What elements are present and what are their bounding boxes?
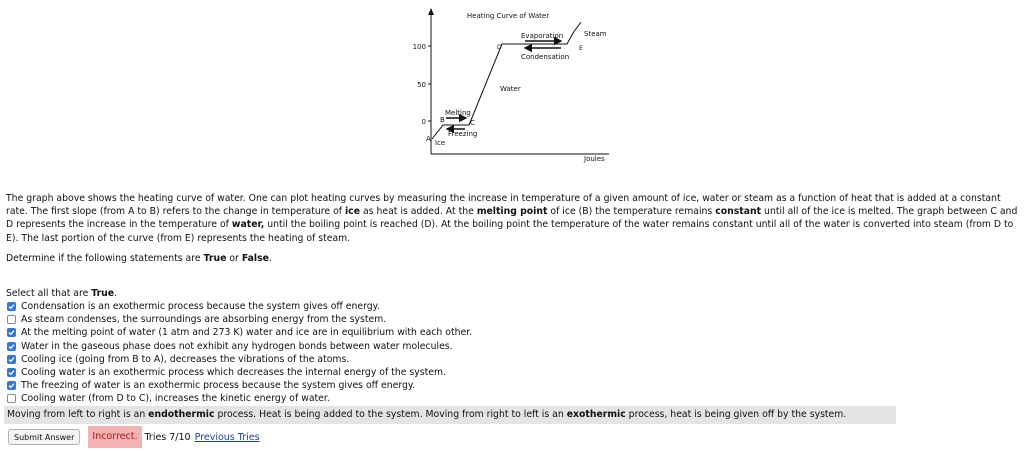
option-label: Cooling ice (going from B to A), decreases the vibrations of the atoms.	[21, 353, 350, 365]
select-all-label: Select all that are True.	[6, 288, 118, 299]
checkmark-icon	[8, 303, 15, 310]
process-label-freezing: Freezing	[448, 130, 478, 138]
option-checkbox[interactable]	[7, 342, 16, 351]
y-tick-label-100: 100	[412, 43, 426, 51]
option-label: At the melting point of water (1 atm and 273 K) water and ice are in equilibrium with each other.	[21, 327, 473, 339]
y-tick-label-0: 0	[421, 118, 426, 126]
answer-option[interactable]	[7, 366, 472, 379]
process-label-condensation: Condensation	[521, 53, 570, 61]
answer-option[interactable]	[7, 340, 472, 353]
option-checkbox[interactable]	[7, 328, 16, 337]
option-checkbox[interactable]	[7, 381, 16, 390]
checkmark-icon	[8, 356, 15, 363]
point-label-c: C	[470, 119, 475, 127]
answer-option[interactable]	[7, 353, 472, 366]
point-label-e: E	[579, 45, 583, 52]
tries-count: Tries 7/10	[144, 431, 191, 443]
point-label-b: B	[440, 116, 445, 124]
option-label: The freezing of water is an exothermic process because the system gives off energy.	[21, 380, 416, 392]
answer-option[interactable]	[7, 392, 472, 405]
point-label-d: D	[497, 44, 502, 51]
phase-label-ice: Ice	[435, 139, 446, 147]
option-label: As steam condenses, the surroundings are absorbing energy from the system.	[21, 314, 387, 326]
option-label: Cooling water (from D to C), increases the kinetic energy of water.	[21, 393, 330, 405]
y-axis-arrow-icon	[428, 8, 434, 15]
submission-bar	[8, 426, 260, 448]
phase-label-steam: Steam	[584, 30, 607, 38]
option-checkbox[interactable]	[7, 315, 16, 324]
process-label-melting: Melting	[445, 109, 471, 117]
checkmark-icon	[8, 343, 15, 350]
option-checkbox[interactable]	[7, 355, 16, 364]
checkmark-icon	[8, 382, 15, 389]
option-label: Condensation is an exothermic process because the system gives off energy.	[21, 301, 380, 313]
y-tick-label-50: 50	[417, 81, 426, 89]
x-axis-label: Joules	[584, 155, 605, 163]
option-label: Water in the gaseous phase does not exhibit any hydrogen bonds between water molecules.	[21, 340, 453, 352]
point-label-a: A	[426, 135, 431, 143]
option-checkbox[interactable]	[7, 368, 16, 377]
phase-label-water: Water	[500, 85, 521, 93]
feedback-message: Moving from left to right is an endothermic process. Heat is being added to the system. Moving from right to left is an exothermic process, heat is being given off by the system.	[4, 406, 896, 424]
submit-answer-button[interactable]: Submit Answer	[8, 429, 80, 445]
answer-option[interactable]	[7, 379, 472, 392]
answer-options-list	[7, 300, 472, 406]
option-label: Cooling water is an exothermic process which decreases the internal energy of the system.	[21, 367, 446, 379]
checkmark-icon	[8, 329, 15, 336]
previous-tries-link[interactable]: Previous Tries	[194, 431, 260, 443]
answer-option[interactable]	[7, 326, 472, 339]
process-label-evaporation: Evaporation	[521, 32, 564, 40]
question-instruction: Determine if the following statements are True or False.	[6, 253, 272, 264]
answer-option[interactable]	[7, 313, 472, 326]
graph-title: Heating Curve of Water	[466, 12, 550, 20]
checkmark-icon	[8, 369, 15, 376]
option-checkbox[interactable]	[7, 394, 16, 403]
option-checkbox[interactable]	[7, 302, 16, 311]
explanation-paragraph: The graph above shows the heating curve of water. One can plot heating curves by measuring the increase in temperature of a given amount of ice, water or steam as a function of heat that is added at a constant rate. The first slope (from A to B) refers to the change in temperature of ice as heat is added. At the melting point of ice (B) the temperature remains constant until all of the ice is melted. The graph between C and D represents the increase in the temperature of water, until the boiling point is reached (D). At the boiling point the temperature of the water remains constant until all of the water is converted into steam (from D to E). The last portion of the curve (from E) represents the heating of steam.	[6, 193, 1018, 244]
incorrect-status-badge: Incorrect.	[88, 426, 141, 448]
heating-curve-graph	[395, 4, 620, 172]
answer-option[interactable]	[7, 300, 472, 313]
